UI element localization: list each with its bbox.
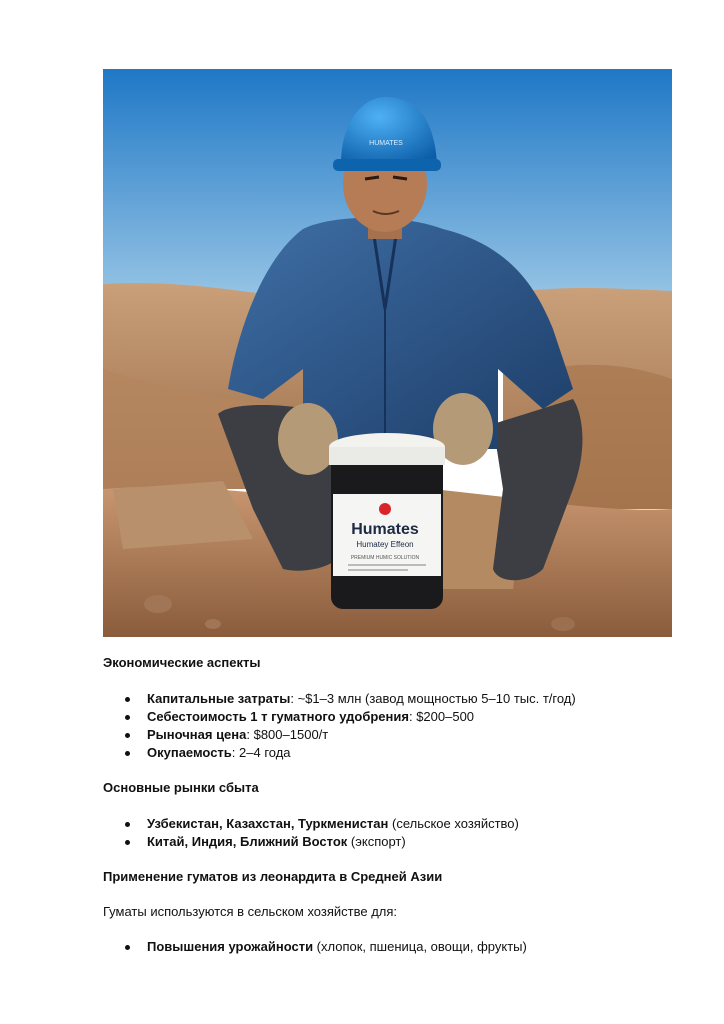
markets-list <box>103 815 683 851</box>
bullet-icon <box>125 715 130 720</box>
markets-heading: Основные рынки сбыта <box>103 780 259 795</box>
list-item: Капитальные затраты: ~$1–3 млн (завод мощностью 5–10 тыс. т/год) <box>103 690 683 708</box>
bullet-icon <box>125 751 130 756</box>
application-list <box>103 938 683 956</box>
document-body <box>103 654 683 956</box>
list-item: Повышения урожайности (хлопок, пшеница, овощи, фрукты) <box>103 938 683 956</box>
list-item: Китай, Индия, Ближний Восток (экспорт) <box>103 833 683 851</box>
application-heading: Применение гуматов из леонардита в Средней Азии <box>103 869 443 884</box>
helmet-label: HUMATES <box>369 140 403 147</box>
bullet-icon <box>125 840 130 845</box>
bullet-icon <box>125 945 130 950</box>
economics-heading: Экономические аспекты <box>103 655 261 670</box>
list-item: Окупаемость: 2–4 года <box>103 744 683 762</box>
jar-brand: Humates <box>351 521 419 538</box>
bullet-icon <box>125 822 130 827</box>
bullet-icon <box>125 733 130 738</box>
list-item: Рыночная цена: $800–1500/т <box>103 726 683 744</box>
list-item: Себестоимость 1 т гуматного удобрения: $200–500 <box>103 708 683 726</box>
worker-photo <box>103 69 672 637</box>
application-intro: Гуматы используются в сельском хозяйстве для: <box>103 904 398 919</box>
list-item: Узбекистан, Казахстан, Туркменистан (сельское хозяйство) <box>103 815 683 833</box>
bullet-icon <box>125 697 130 702</box>
jar-small-text: PREMIUM HUMIC SOLUTION <box>350 555 420 561</box>
economics-list <box>103 690 683 762</box>
jar-subtitle: Humatey Effeon <box>356 540 414 549</box>
